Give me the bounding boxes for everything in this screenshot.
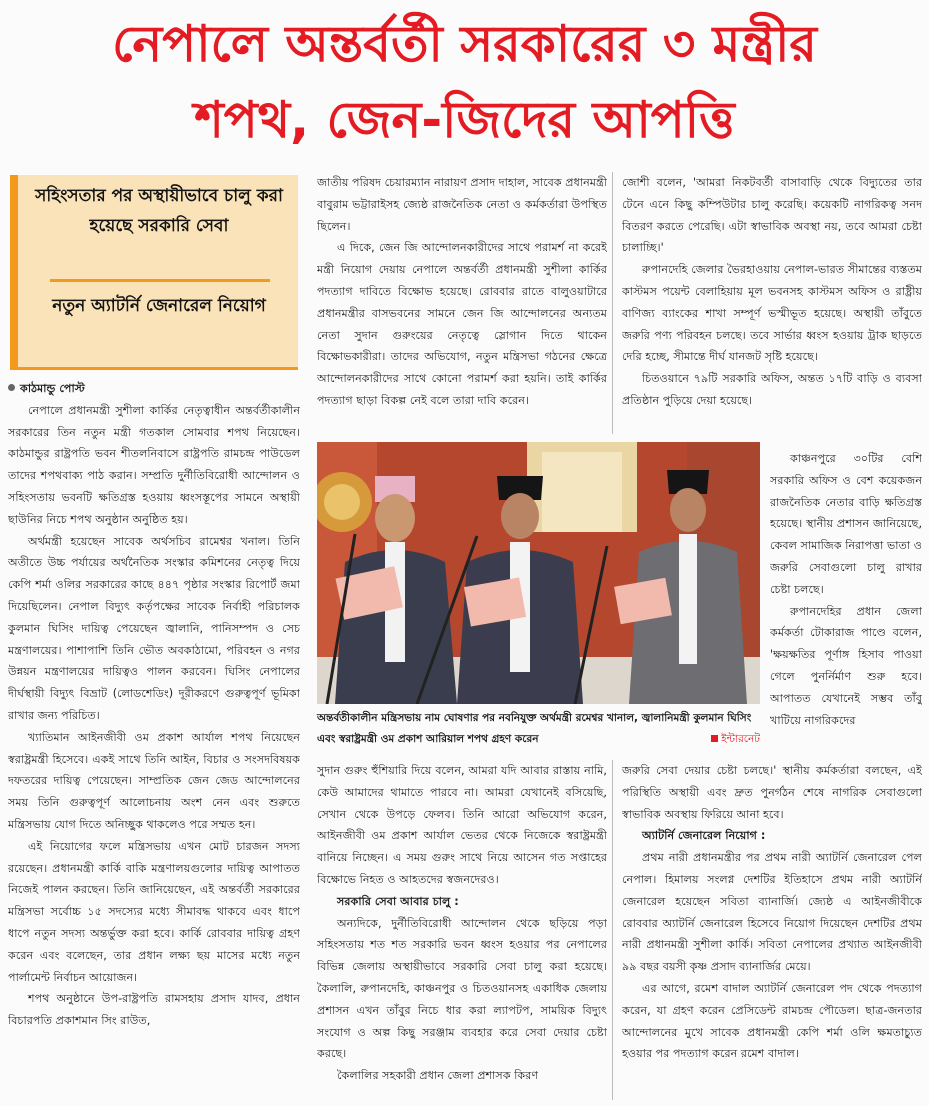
paragraph: নেপালে প্রধানমন্ত্রী সুশীলা কার্কির নেতৃত্বাধীন অন্তর্বর্তীকালীন সরকারের তিন নতুন মন্ত্রী গতকাল সোমবার শপথ নিয়েছেন। কাঠমান্ডুর রাষ্ট্রপতি ভবন শীতলনিবাসে রাষ্ট্রপতি রামচন্দ্র পাউডেল তাদের শপথবাক্য পাঠ করান। সম্প্রতি দুর্নীতিবিরোধী আন্দোলন ও সহিংসতায় ভবনটি ক্ষতিগ্রস্ত হওয়ায় ধ্বংসস্তূপের সামনে অস্থায়ী ছাউনির নিচে শপথ অনুষ্ঠান অনুষ্ঠিত হয়।	[8, 403, 300, 526]
article-column-3-bottom	[622, 760, 922, 1105]
paragraph: জাতীয় পরিষদ চেয়ারম্যান নারায়ণ প্রসাদ দাহাল, সাবেক প্রধানমন্ত্রী বাবুরাম ভট্টারাইসহ জ্যেষ্ঠ রাজনৈতিক নেতা ও কর্মকর্তারা উপস্থিত ছিলেন।	[317, 176, 607, 233]
article-column-2-bottom	[317, 760, 607, 1105]
highlight-bottom-rule	[10, 367, 298, 370]
article-column-3-narrow	[770, 448, 922, 752]
paragraph: অন্যদিকে, দুর্নীতিবিরোধী আন্দোলন থেকে ছড়িয়ে পড়া সহিংসতায় শত শত সরকারি ভবন ধ্বংস হওয়ার পর নেপালের বিভিন্ন জেলায় অস্থায়ীভাবে সরকারি সেবা চালু করা হয়েছে। কৈলালি, রুপানদেহি, কাঞ্চনপুর ও চিতওয়ানসহ একাধিক জেলায় প্রশাসন এখন তাঁবুর নিচে ধার করা ল্যাপটপ, সাময়িক বিদ্যুৎ সংযোগ ও অল্প কিছু সরঞ্জাম ব্যবহার করে সেবা দেয়ার চেষ্টা করছে।	[317, 916, 607, 1061]
paragraph: রুপানদেহির প্রধান জেলা কর্মকর্তা টোকারাজ পাণ্ডে বলেন, 'ক্ষয়ক্ষতির পূর্ণাঙ্গ হিসাব পাওয়া গেলে পুনর্নির্মাণ শুরু হবে। আপাতত যেখানেই সম্ভব তাঁবু খাটিয়ে নাগরিকদের	[770, 604, 922, 727]
highlight-divider	[50, 279, 270, 282]
column-rule	[612, 760, 613, 1100]
paragraph: জরুরি সেবা দেয়ার চেষ্টা চলছে।' স্থানীয় কর্মকর্তারা বলছেন, এই পরিস্থিতি অস্থায়ী এবং দ্রুত পুনর্গঠন শেষে নাগরিক সেবাগুলো স্বাভাবিক অবস্থায় ফিরিয়ে আনা হবে।	[622, 764, 922, 821]
paragraph: এর আগে, রমেশ বাদাল অ্যাটর্নি জেনারেল পদ থেকে পদত্যাগ করেন, যা গ্রহণ করেন প্রেসিডেন্ট রামচন্দ্র পৌডেল। ছাত্র-জনতার আন্দোলনের মুখে সাবেক প্রধানমন্ত্রী কেপি শর্মা ওলি ক্ষমতাচ্যুত হওয়ার পর পদত্যাগ করেন রমেশ বাদাল।	[622, 981, 922, 1061]
credit-square-icon	[711, 735, 718, 742]
photo-caption	[317, 708, 760, 750]
highlight-box	[10, 175, 298, 367]
headline	[0, 6, 929, 158]
highlight-accent-bar	[10, 175, 18, 367]
article-column-3-top	[622, 172, 922, 434]
highlight-1: সহিংসতার পর অস্থায়ীভাবে চালু করা হয়েছে সরকারি সেবা	[35, 186, 283, 236]
paragraph: এই নিয়োগের ফলে মন্ত্রিসভায় এখন মোট চারজন সদস্য রয়েছেন। প্রধানমন্ত্রী কার্কি বাকি মন্ত্রণালয়গুলোর দায়িত্ব আপাতত নিজেই পালন করছেন। তিনি জানিয়েছেন, এই অন্তর্বর্তী সরকারের মন্ত্রিসভা সর্বোচ্চ ১৫ সদস্যের মধ্যে সীমাবদ্ধ থাকবে এবং ধাপে ধাপে নতুন সদস্য অন্তর্ভুক্ত করা হবে। কার্কি রোববার দায়িত্ব গ্রহণ করেন এবং বলেছেন, তার প্রধান লক্ষ্য ছয় মাসের মধ্যে নতুন পার্লামেন্ট নির্বাচন আয়োজন।	[8, 839, 300, 984]
article-column-2-top	[317, 172, 607, 434]
highlight-2: নতুন অ্যাটর্নি জেনারেল নিয়োগ	[52, 296, 266, 316]
paragraph: কাঞ্চনপুরে ৩০টির বেশি সরকারি অফিস ও বেশ কয়েকজন রাজনৈতিক নেতার বাড়ি ক্ষতিগ্রস্ত হয়েছে। স্থানীয় প্রশাসন জানিয়েছে, কেবল সামাজিক নিরাপত্তা ভাতা ও জরুরি সেবাগুলো চালু রাখার চেষ্টা চলছে।	[770, 452, 922, 596]
paragraph: সুদান গুরুং হুঁশিয়ারি দিয়ে বলেন, আমরা যদি আবার রাস্তায় নামি, কেউ আমাদের থামাতে পারবে না। আমরা যেখানেই বসিয়েছি, সেখান থেকে উপড়ে ফেলব। তিনি আরো অভিযোগ করেন, আইনজীবী ওম প্রকাশ আর্যাল ভেতর থেকে নিজেকে স্বরাষ্ট্রমন্ত্রী বানিয়ে নিচ্ছেন। এ সময় গুরুং সাথে নিয়ে আসেন গত সপ্তাহের বিক্ষোভে নিহত ও আহতদের স্বজনদেরও।	[317, 764, 607, 886]
paragraph: জোশী বলেন, 'আমরা নিকটবর্তী বাসাবাড়ি থেকে বিদ্যুতের তার টেনে এনে কিছু কম্পিউটার চালু করেছি। কয়েকটি নাগরিকত্ব সনদ বিতরণ করতে পেরেছি। এটা স্বাভাবিক অবস্থা নয়, তবে আমরা চেষ্টা চালাচ্ছি।'	[622, 176, 922, 255]
column-rule	[612, 172, 613, 434]
caption-text: অন্তর্বতীকালীন মন্ত্রিসভায় নাম ঘোষণার পর নবনিযুক্ত অর্থমন্ত্রী রমেশ্বর খানাল, জ্বালানিমন্ত্রী কুলমান ঘিসিং এবং স্বরাষ্ট্রমন্ত্রী ওম প্রকাশ আরিয়াল শপথ গ্রহণ করেন	[317, 712, 752, 745]
paragraph: প্রথম নারী প্রধানমন্ত্রীর পর প্রথম নারী অ্যাটর্নি জেনারেল পেল নেপাল। হিমালয় সংলগ্ন দেশটির ইতিহাসে প্রথম নারী অ্যাটর্নি জেনারেল হয়েছেন সবিতা ব্যানার্জি। জ্যেষ্ঠ এ আইনজীবীকে রোববার অ্যাটর্নি জেনারেল হিসেবে নিয়োগ দিয়েছেন দেশটির প্রথম নারী প্রধানমন্ত্রী সুশীলা কার্কি। সবিতা নেপালের প্রখ্যাত আইনজীবী ৯৯ বছর বয়সী কৃষ্ণ প্রসাদ ব্যানার্জির মেয়ে।	[622, 851, 922, 974]
paragraph: চিতওয়ানে ৭৯টি সরকারি অফিস, অন্তত ১৭টি বাড়ি ও ব্যবসা প্রতিষ্ঠান পুড়িয়ে দেয়া হয়েছে।	[622, 372, 922, 407]
headline-line-1: নেপালে অন্তর্বর্তী সরকারের ৩ মন্ত্রীর	[112, 15, 817, 73]
article-column-1	[8, 378, 300, 1103]
photo-credit: ইন্টারনেট	[711, 729, 760, 750]
photo-illustration	[317, 442, 760, 704]
paragraph: অর্থমন্ত্রী হয়েছেন সাবেক অর্থসচিব রামেশ্বর খনাল। তিনি অতীতে উচ্চ পর্যায়ের অর্থনৈতিক সংস্কার কমিশনের নেতৃত্ব দিয়ে কেপি শর্মা ওলির সরকারের কাছে ৪৪৭ পৃষ্ঠার সংস্কার রিপোর্ট জমা দিয়েছিলেন। নেপাল বিদ্যুৎ কর্তৃপক্ষের সাবেক নির্বাহী পরিচালক কুলমান ঘিসিং দায়িত্ব পেয়েছেন জ্বালানি, পানিসম্পদ ও সেচ মন্ত্রণালয়ের। পাশাপাশি তিনি ভৌত অবকাঠামো, পরিবহন ও নগর উন্নয়ন মন্ত্রণালয়ের দায়িত্বও পালন করবেন। ঘিসিং নেপালের দীর্ঘস্থায়ী বিদ্যুৎ বিভ্রাট (লোডশেডিং) দূরীকরণে গুরুত্বপূর্ণ ভূমিকা রাখার জন্য পরিচিত।	[8, 534, 300, 722]
subheading-services: সরকারি সেবা আবার চালু :	[337, 894, 459, 908]
dateline: কাঠমান্ডু পোস্ট	[8, 378, 300, 400]
paragraph: খ্যাতিমান আইনজীবী ওম প্রকাশ আর্যাল শপথ নিয়েছেন স্বরাষ্ট্রমন্ত্রী হিসেবে। একই সাথে তিনি আইন, বিচার ও সংসদবিষয়ক দফতরের দায়িত্ব পেয়েছেন। সাম্প্রতিক জেন জেড আন্দোলনের সময় তিনি গুরুত্বপূর্ণ আলোচনায় অংশ নেন এবং শুরুতে মন্ত্রিসভায় যোগ দিতে অনিচ্ছুক থাকলেও পরে সম্মত হন।	[8, 730, 300, 831]
paragraph: শপথ অনুষ্ঠানে উপ-রাষ্ট্রপতি রামসহায় প্রসাদ যাদব, প্রধান বিচারপতি প্রকাশমান সিং রাউত,	[8, 992, 300, 1028]
subheading-attorney: অ্যাটর্নি জেনারেল নিয়োগ :	[642, 829, 766, 843]
paragraph: এ দিকে, জেন জি আন্দোলনকারীদের সাথে পরামর্শ না করেই মন্ত্রী নিয়োগ দেয়ায় নেপালে অন্তর্বর্তী প্রধানমন্ত্রী সুশীলা কার্কির পদত্যাগ দাবিতে বিক্ষোভ হয়েছে। রোববার রাতে বালুওয়াটারে প্রধানমন্ত্রীর বাসভবনের সামনে জেন জি আন্দোলনের অন্যতম নেতা সুদান গুরুংয়ের নেতৃত্বে স্লোগান দিতে থাকেন বিক্ষোভকারীরা। তাদের অভিযোগ, নতুন মন্ত্রিসভা গঠনের ক্ষেত্রে আন্দোলনকারীদের সাথে কোনো পরামর্শ করা হয়নি। তাই কার্কির পদত্যাগ ছাড়া বিকল্প নেই বলে তারা দাবি করেন।	[317, 241, 607, 407]
paragraph: রুপানদেহি জেলার ভৈরহাওয়ায় নেপাল-ভারত সীমান্তের ব্যস্ততম কাস্টমস পয়েন্ট বেলাহিয়ায় মূল ভবনসহ কাস্টমস অফিস ও রাষ্ট্রীয় বাণিজ্য ব্যাংকের শাখা সম্পূর্ণ ভস্মীভূত হয়েছে। অস্থায়ী তাঁবুতে জরুরি পণ্য পরিবহন চলছে। তবে সার্ভার ধ্বংস হওয়ায় ট্রাক ছাড়তে দেরি হচ্ছে, সীমান্তে দীর্ঘ যানজট সৃষ্টি হয়েছে।	[622, 263, 922, 364]
bullet-dot-icon	[8, 384, 15, 391]
paragraph: কৈলালির সহকারী প্রধান জেলা প্রশাসক কিরণ	[337, 1069, 539, 1083]
ministers-oath-photo	[317, 442, 760, 704]
headline-line-2: শপথ, জেন-জিদের আপত্তি	[194, 91, 735, 149]
